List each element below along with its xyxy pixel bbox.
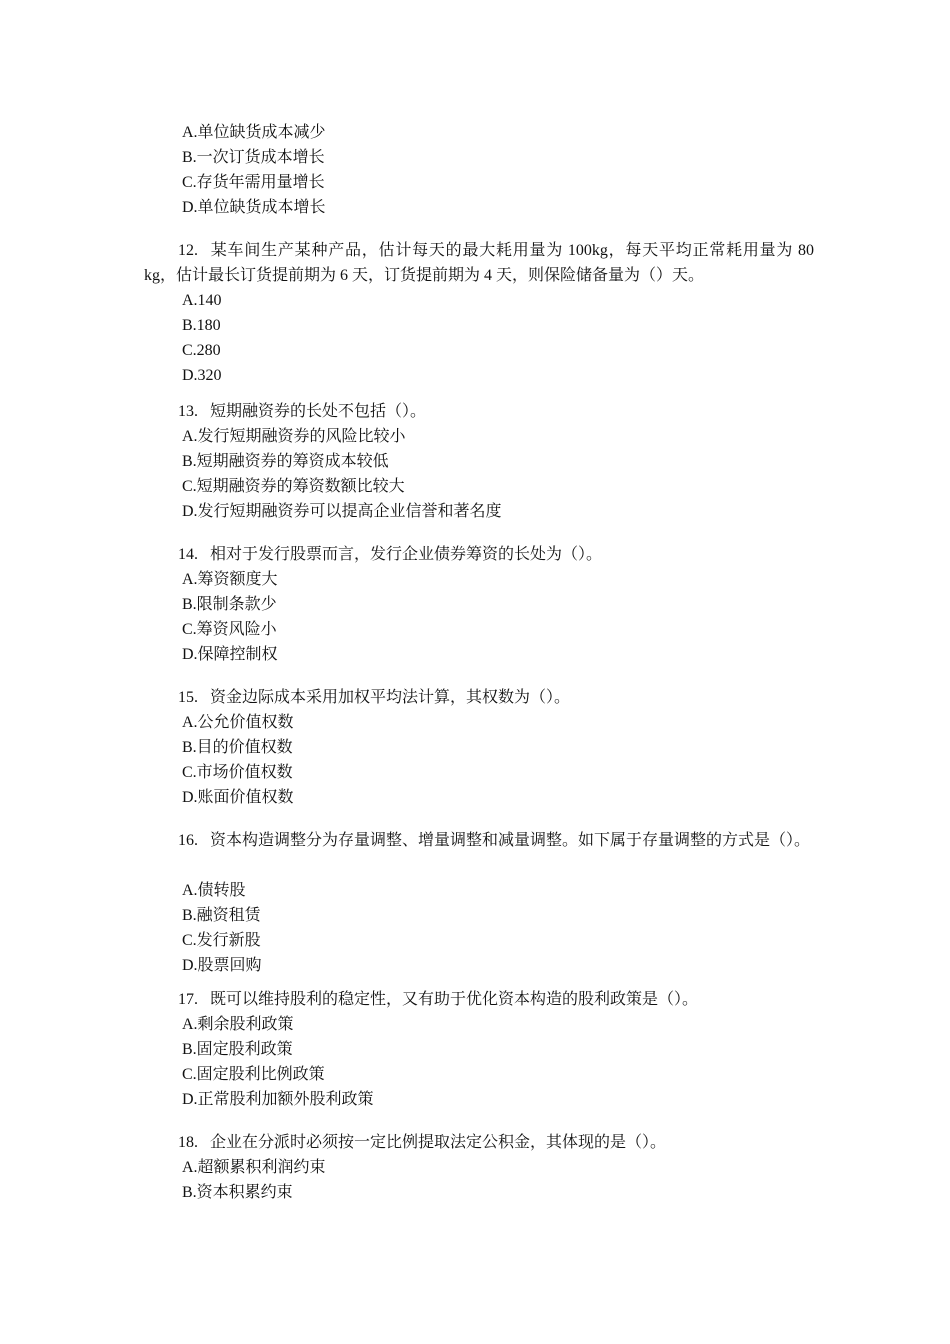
question-text: 某车间生产某种产品，估计每天的最大耗用量为 100kg，每天平均正常耗用量为 80 kg，估计最长订货提前期为 6 天，订货提前期为 4 天，则保险储备量为（）天。: [144, 242, 814, 284]
option-c: C.280: [182, 342, 221, 359]
option-d: D.发行短期融资券可以提高企业信誉和著名度: [182, 503, 502, 520]
question-number: 14.: [178, 546, 198, 563]
option-b: B.资本积累约束: [182, 1184, 293, 1201]
question-number: 15.: [178, 689, 198, 706]
question-text: 企业在分派时必须按一定比例提取法定公积金，其体现的是（）。: [210, 1134, 667, 1151]
question-stem: [144, 685, 814, 710]
question-16: [144, 828, 814, 978]
option-a: A.公允价值权数: [182, 714, 294, 731]
question-number: 17.: [178, 991, 198, 1008]
option-d: D.保障控制权: [182, 646, 278, 663]
option-a: A.剩余股利政策: [182, 1016, 294, 1033]
question-text: 资本构造调整分为存量调整、增量调整和减量调整。如下属于存量调整的方式是（）。: [210, 832, 811, 849]
question-number: 12.: [178, 242, 198, 259]
option-b: B.目的价值权数: [182, 739, 293, 756]
question-stem: [144, 399, 814, 424]
question-15: [144, 685, 814, 810]
option-c: C.筹资风险小: [182, 621, 277, 638]
question-text: 相对于发行股票而言，发行企业债券筹资的长处为（）。: [210, 546, 603, 563]
question-14: [144, 542, 814, 667]
question-18: [144, 1130, 814, 1205]
option-c: C.存货年需用量增长: [182, 174, 325, 191]
option-d: D.股票回购: [182, 957, 262, 974]
option-b: B.限制条款少: [182, 596, 277, 613]
option-b: B.固定股利政策: [182, 1041, 293, 1058]
option-a: A.发行短期融资券的风险比较小: [182, 428, 406, 445]
option-a: A.筹资额度大: [182, 571, 278, 588]
question-number: 18.: [178, 1134, 198, 1151]
question-12: [144, 238, 814, 388]
option-c: C.固定股利比例政策: [182, 1066, 325, 1083]
option-d: D.正常股利加额外股利政策: [182, 1091, 374, 1108]
option-d: D.320: [182, 367, 222, 384]
question-stem: [144, 828, 814, 878]
question-text: 既可以维持股利的稳定性，又有助于优化资本构造的股利政策是（）。: [210, 991, 699, 1008]
question-stem: [144, 987, 814, 1012]
question-number: 16.: [178, 832, 198, 849]
question-stem: [144, 238, 814, 288]
question-stem: [144, 542, 814, 567]
option-b: B.短期融资券的筹资成本较低: [182, 453, 389, 470]
question-stem: [144, 1130, 814, 1155]
question-13: [144, 399, 814, 524]
option-b: B.融资租赁: [182, 907, 261, 924]
option-a: A.超额累积利润约束: [182, 1159, 326, 1176]
option-a: A.单位缺货成本减少: [182, 124, 326, 141]
option-c: C.市场价值权数: [182, 764, 293, 781]
option-c: C.发行新股: [182, 932, 261, 949]
prev-question-options: [144, 120, 814, 220]
option-d: D.单位缺货成本增长: [182, 199, 326, 216]
option-b: B.一次订货成本增长: [182, 149, 325, 166]
question-text: 短期融资券的长处不包括（）。: [210, 403, 427, 420]
option-a: A.140: [182, 292, 222, 309]
option-a: A.债转股: [182, 882, 246, 899]
option-b: B.180: [182, 317, 221, 334]
question-text: 资金边际成本采用加权平均法计算，其权数为（）。: [210, 689, 571, 706]
option-c: C.短期融资券的筹资数额比较大: [182, 478, 405, 495]
question-number: 13.: [178, 403, 198, 420]
question-17: [144, 987, 814, 1112]
option-d: D.账面价值权数: [182, 789, 294, 806]
